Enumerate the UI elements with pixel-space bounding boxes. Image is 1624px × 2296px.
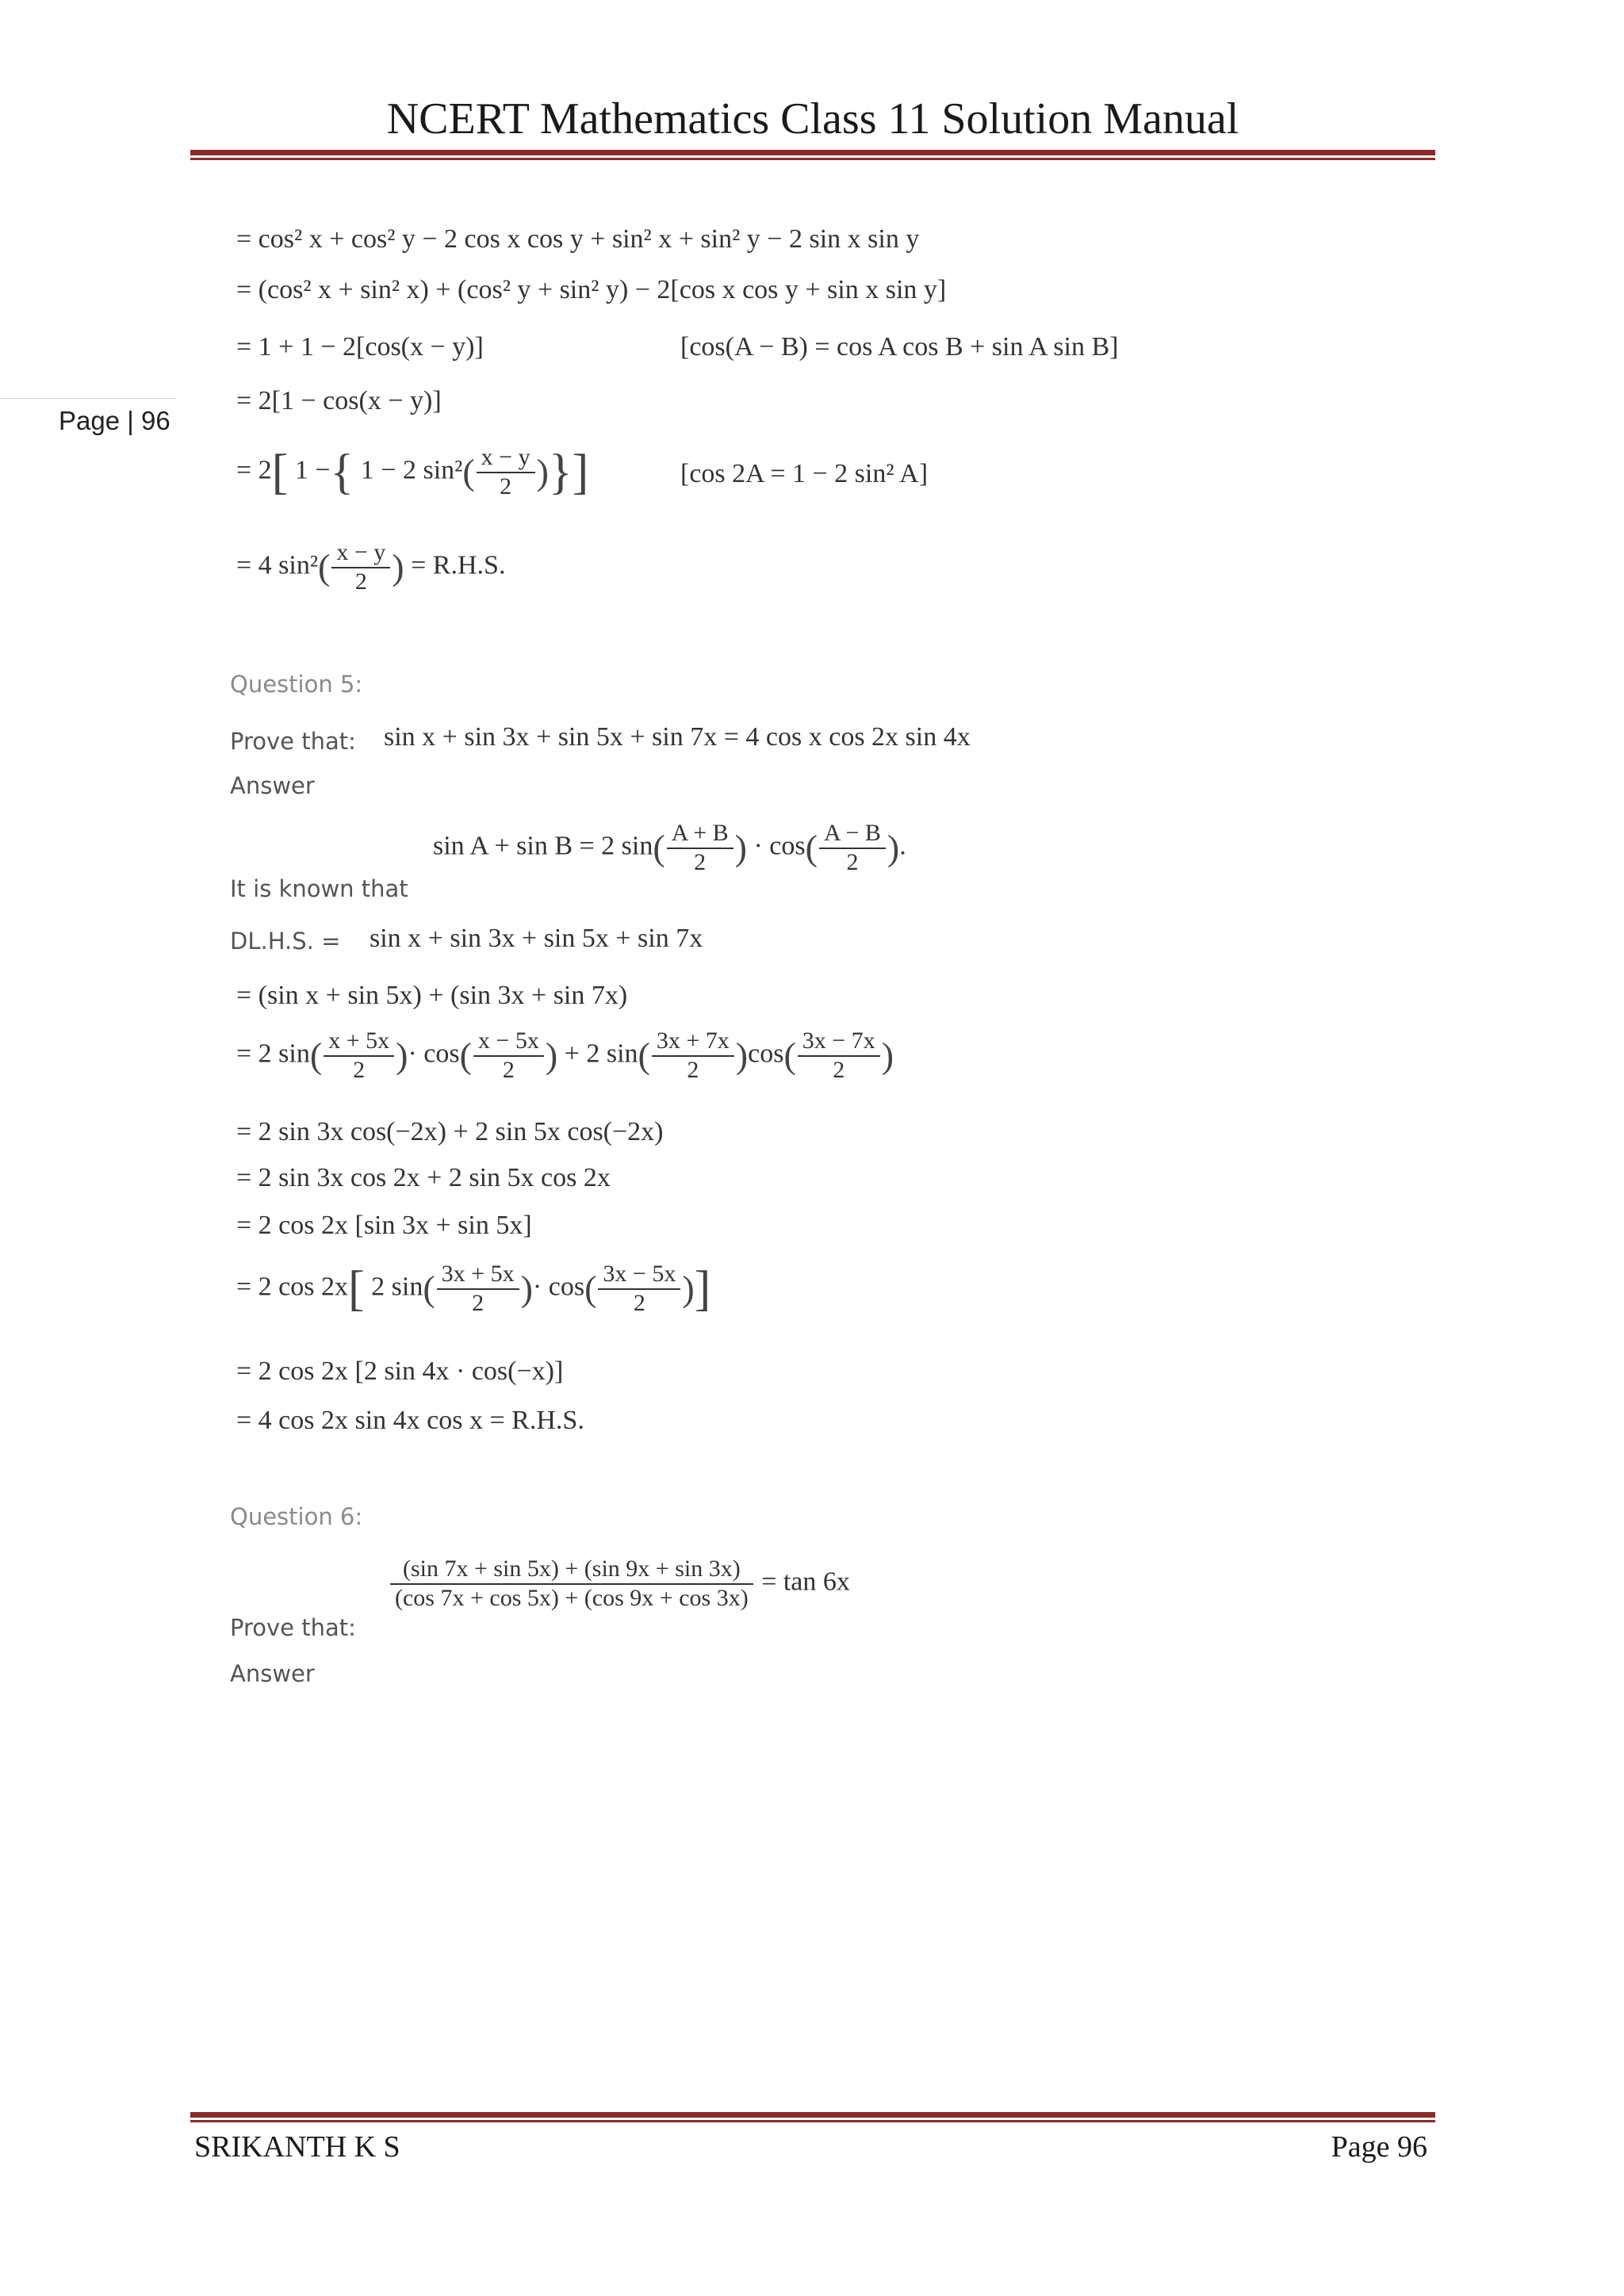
known-fraction-1: $\frac{A + B}{2}$ (667, 820, 733, 876)
q5-step-6: = 2 cos 2x[ 2 sin( $\frac{3x + 5x}{2}$ )· cos( $\frac{3x - 5x}{2}$ )] (236, 1261, 711, 1316)
known-identity-pre: sin A + sin B = 2 sin (433, 831, 653, 861)
q5-step-2-frac-2: $\frac{x - 5x}{2}$ (473, 1027, 544, 1084)
proof-line-5-fraction: $\frac{x - y}{2}$ (477, 444, 535, 500)
question-6-rhs: = tan 6x (761, 1567, 850, 1597)
q5-step-2-c: + 2 sin (564, 1039, 638, 1069)
proof-line-6-fraction: $\frac{x - y}{2}$ (331, 539, 390, 595)
q5-step-2-frac-4: $\frac{3x - 7x}{2}$ (798, 1027, 880, 1084)
footer-page-number: Page 96 (1331, 2130, 1427, 2164)
side-page-label: Page | 96 (59, 406, 170, 435)
proof-line-5: = 2[ 1 −{ 1 − 2 sin²( $\frac{x - y}{2}$ )}] (236, 444, 589, 499)
question-5-statement: sin x + sin 3x + sin 5x + sin 7x = 4 cos x cos 2x sin 4x (384, 722, 971, 752)
known-identity: sin A + sin B = 2 sin( $\frac{A + B}{2}$ ) · cos( $\frac{A - B}{2}$ ). (433, 820, 906, 875)
q5-step-2: = 2 sin( $\frac{x + 5x}{2}$ )· cos( $\frac{x - 5x}{2}$ ) + 2 sin( $\frac{3x + 7x}{2}$ )cos( $\frac{3x - 7x}{2}$ ) (236, 1027, 894, 1083)
proof-line-5-note: [cos 2A = 1 − 2 sin² A] (680, 459, 929, 488)
q5-step-2-d: cos (748, 1039, 784, 1069)
q5-step-6-frac-1: $\frac{3x + 5x}{2}$ (437, 1261, 519, 1317)
proof-line-3: = 1 + 1 − 2[cos(x − y)] (236, 332, 484, 362)
header-rule-thin (190, 158, 1435, 160)
proof-line-6: = 4 sin²( $\frac{x - y}{2}$ ) = R.H.S. (236, 539, 506, 595)
proof-line-5-a: 1 − (294, 455, 331, 485)
question-5-prove-label: Prove that: (230, 728, 356, 755)
side-divider (0, 398, 176, 399)
known-fraction-2: $\frac{A - B}{2}$ (819, 820, 886, 876)
footer-author: SRIKANTH K S (194, 2130, 400, 2164)
question-6-answer-label: Answer (230, 1660, 315, 1687)
proof-line-5-b: 1 − 2 sin² (360, 455, 463, 485)
proof-line-6-pre: = 4 sin² (236, 550, 319, 580)
q5-step-8: = 4 cos 2x sin 4x cos x = R.H.S. (236, 1406, 584, 1435)
question-6-fraction: $\frac{(\sin 7x + \sin 5x) + (\sin 9x + \sin 3x)}{(\cos 7x + \cos 5x) + (\cos 9x + \cos 3x)}$ (390, 1556, 753, 1612)
question-6-prove-label: Prove that: (230, 1614, 356, 1641)
known-label: It is known that (230, 875, 408, 902)
q5-step-2-frac-1: $\frac{x + 5x}{2}$ (324, 1027, 394, 1084)
footer-rule (190, 2112, 1435, 2118)
page-header-title: NCERT Mathematics Class 11 Solution Manual (386, 94, 1239, 144)
proof-line-3-note: [cos(A − B) = cos A cos B + sin A sin B] (680, 332, 1119, 362)
q5-step-2-b: · cos (408, 1039, 460, 1069)
question-5-heading: Question 5: (230, 671, 363, 698)
proof-line-1: = cos² x + cos² y − 2 cos x cos y + sin² x + sin² y − 2 sin x sin y (236, 224, 920, 254)
lhs-label: DL.H.S. = (230, 928, 341, 955)
proof-line-2: = (cos² x + sin² x) + (cos² y + sin² y) − 2[cos x cos y + sin x sin y] (236, 275, 947, 304)
q5-step-3: = 2 sin 3x cos(−2x) + 2 sin 5x cos(−2x) (236, 1117, 664, 1146)
q5-step-6-a: = 2 cos 2x (236, 1272, 348, 1302)
proof-line-4: = 2[1 − cos(x − y)] (236, 386, 442, 415)
question-6-heading: Question 6: (230, 1503, 363, 1530)
q5-step-6-frac-2: $\frac{3x - 5x}{2}$ (598, 1261, 680, 1317)
proof-line-5-pre: = 2 (236, 455, 272, 485)
q5-step-2-a: = 2 sin (236, 1039, 310, 1069)
q5-step-4: = 2 sin 3x cos 2x + 2 sin 5x cos 2x (236, 1163, 611, 1192)
header-rule (190, 150, 1435, 155)
footer-rule-thin (190, 2120, 1435, 2122)
q5-step-5: = 2 cos 2x [sin 3x + sin 5x] (236, 1211, 532, 1240)
question-5-answer-label: Answer (230, 772, 315, 799)
q5-step-6-c: · cos (532, 1272, 585, 1302)
q5-step-1: = (sin x + sin 5x) + (sin 3x + sin 7x) (236, 981, 628, 1010)
proof-line-6-post: = R.H.S. (411, 550, 506, 580)
q5-step-2-frac-3: $\frac{3x + 7x}{2}$ (652, 1027, 734, 1084)
q5-step-6-b: 2 sin (371, 1272, 423, 1302)
lhs-expression: sin x + sin 3x + sin 5x + sin 7x (370, 924, 703, 953)
q5-step-7: = 2 cos 2x [2 sin 4x · cos(−x)] (236, 1357, 564, 1386)
known-identity-mid: · cos (753, 831, 806, 861)
question-6-statement (389, 1556, 850, 1612)
